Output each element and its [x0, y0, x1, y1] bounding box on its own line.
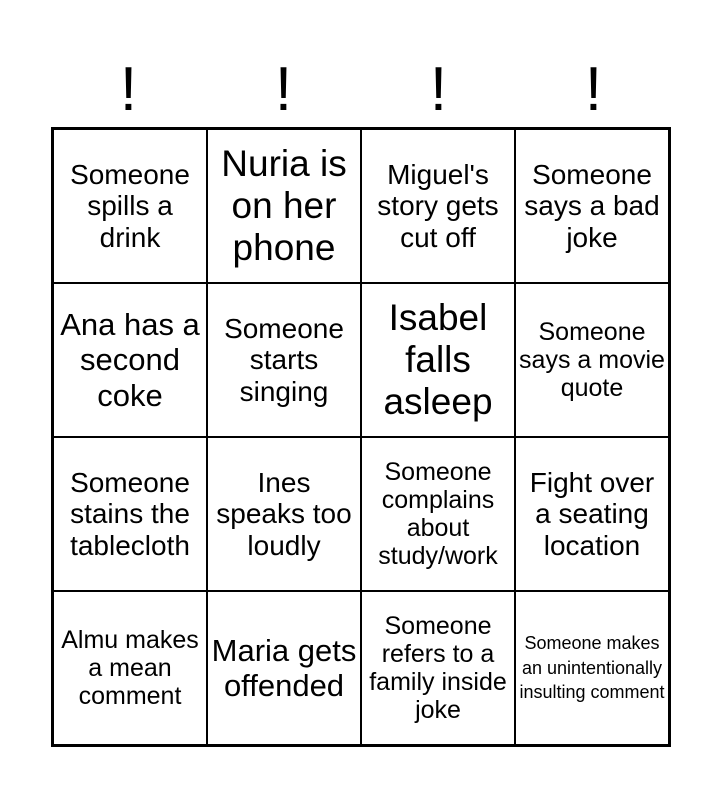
cell-text: Ines speaks too loudly [216, 466, 352, 561]
cell-text: Someone makes an unintentionally insulting comment [519, 632, 665, 703]
bingo-board [51, 127, 671, 747]
cell-text: Someone says a bad joke [524, 158, 660, 253]
cell-text: Fight over a seating location [529, 466, 655, 561]
bingo-header [51, 55, 671, 124]
cell-text: Almu makes a mean comment [61, 625, 199, 711]
bingo-cell-r4c1[interactable] [53, 591, 207, 745]
cell-text: Nuria is on her phone [221, 143, 347, 268]
bingo-cell-r1c3[interactable] [361, 129, 515, 283]
bingo-cell-r3c1[interactable] [53, 437, 207, 591]
cell-text: Someone says a movie quote [519, 317, 665, 403]
bingo-cell-r3c4[interactable] [515, 437, 669, 591]
bingo-cell-r4c2[interactable] [207, 591, 361, 745]
bingo-cell-r1c2[interactable] [207, 129, 361, 283]
header-letter-1: ! [119, 55, 138, 124]
bingo-cell-r2c1[interactable] [53, 283, 207, 437]
bingo-cell-r3c3[interactable] [361, 437, 515, 591]
header-letter-3: ! [429, 55, 448, 124]
bingo-cell-r2c3[interactable] [361, 283, 515, 437]
cell-text: Ana has a second coke [60, 307, 200, 413]
bingo-cell-r1c1[interactable] [53, 129, 207, 283]
cell-text: Someone complains about study/work [378, 457, 498, 571]
bingo-cell-r3c2[interactable] [207, 437, 361, 591]
bingo-cell-r2c2[interactable] [207, 283, 361, 437]
cell-text: Someone spills a drink [70, 158, 190, 253]
header-letter-2: ! [274, 55, 293, 124]
bingo-cell-r2c4[interactable] [515, 283, 669, 437]
header-letter-4: ! [584, 55, 603, 124]
bingo-cell-r1c4[interactable] [515, 129, 669, 283]
cell-text: Someone starts singing [224, 312, 344, 407]
cell-text: Someone refers to a family inside joke [369, 611, 507, 725]
cell-text: Miguel's story gets cut off [377, 158, 499, 253]
cell-text: Someone stains the tablecloth [70, 466, 190, 561]
bingo-cell-r4c3[interactable] [361, 591, 515, 745]
cell-text: Isabel falls asleep [383, 297, 493, 422]
cell-text: Maria gets offended [211, 632, 357, 703]
bingo-cell-r4c4[interactable] [515, 591, 669, 745]
